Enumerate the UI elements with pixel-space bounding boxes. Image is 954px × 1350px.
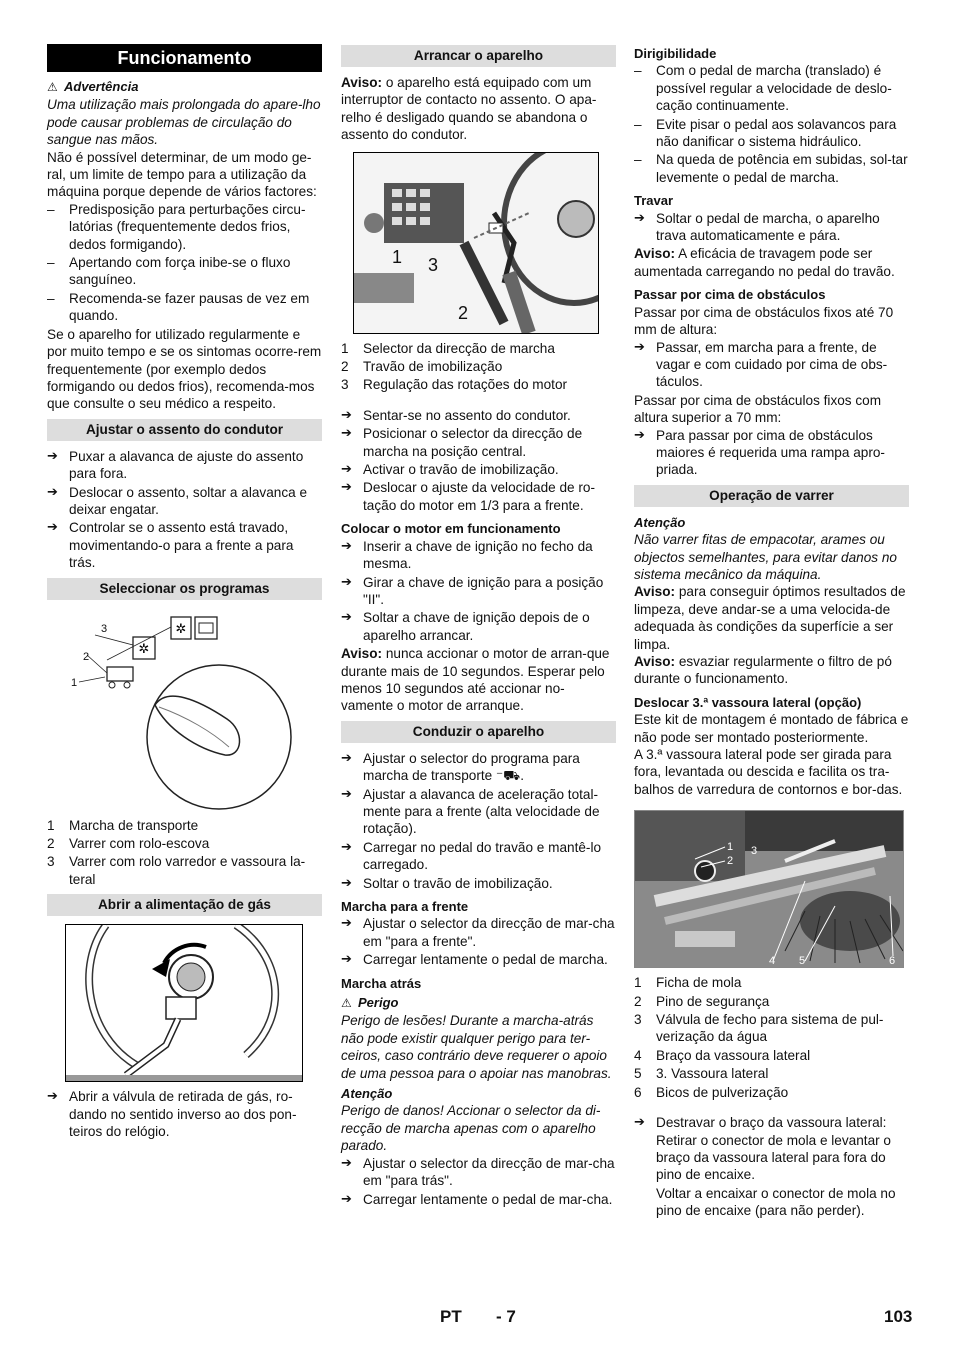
legend-item: 2 Pino de segurança	[634, 993, 770, 1009]
list-item: – Apertando com força inibe-se o fluxo sanguíneo.	[47, 254, 322, 289]
warning-label: Advertência	[64, 79, 139, 94]
step-item: ➔ Destravar o braço da vassoura lateral: Retirar o conector de mola e levantar o braço da vassoura lateral para fora do pino de encaixe.	[634, 1114, 909, 1184]
footer-page-number: 103	[884, 1307, 913, 1326]
caution-text: Perigo de danos! Accionar o selector da di-recção de marcha apenas com o aparelho parado.	[341, 1103, 601, 1154]
brake-heading: Travar	[634, 193, 674, 209]
danger-heading: ⚠ Perigo	[341, 994, 616, 1012]
warning-text: Uma utilização mais prolongada do apare-lho pode causar problemas de circulação do sangue nas mãos.	[47, 97, 321, 148]
legend-item: 3 Regulação das rotações do motor	[341, 377, 568, 393]
legend-item: 3 Válvula de fecho para sistema de pul-verização da água	[634, 1012, 884, 1045]
intro-paragraph: Não é possível determinar, de um modo ge-ral, um limite de tempo para a utilização da máquina porque depende de vários factores:	[47, 149, 317, 200]
step-item: ➔ Sentar-se no assento do condutor.	[341, 407, 616, 424]
caution-text: Não varrer fitas de empacotar, arames ou objectos semelhantes, para evitar danos no sistema mecânico da máquina.	[634, 532, 897, 582]
dashboard-figure	[353, 152, 599, 334]
step-item: ➔ Soltar o travão de imobilização.	[341, 875, 616, 892]
footer-local-page: - 7	[496, 1307, 516, 1326]
figure-label: 1	[727, 841, 734, 854]
gas-valve-figure	[65, 924, 303, 1082]
broom-paragraph: Este kit de montagem é montado de fábrica e não pode ser montado posteriormente.	[634, 712, 909, 745]
step-item: ➔ Controlar se o assento está travado, movimentando-o para a frente a para trás.	[47, 519, 322, 571]
step-item: ➔ Deslocar o ajuste da velocidade de ro-tação do motor em 1/3 para a frente.	[341, 479, 616, 514]
broom-paragraph: A 3.ª vassoura lateral pode ser girada para fora, levantada ou descida e facilita os tra-balhos de varredura de contornos e bor-das.	[634, 747, 903, 797]
step-item: ➔ Soltar o pedal de marcha, o aparelho trava automaticamente e pára.	[634, 210, 909, 245]
list-item: – Na queda de potência em subidas, sol-tar levemente o pedal de marcha.	[634, 151, 909, 186]
obstacles-heading: Passar por cima de obstáculos	[634, 287, 826, 303]
legend-item: 1 Selector da direcção de marcha	[341, 340, 555, 356]
step-item: ➔ Ajustar o selector da direcção de mar-cha em "para a frente".	[341, 915, 616, 950]
legend-item: 4 Braço da vassoura lateral	[634, 1047, 811, 1063]
legend-item: 6 Bicos de pulverização	[634, 1084, 789, 1100]
dashboard-illustration	[354, 153, 598, 333]
start-heading: Arrancar o aparelho	[341, 45, 616, 67]
step-item: ➔ Carregar no pedal do travão e mantê-lo carregado.	[341, 839, 616, 874]
legend-item: 5 3. Vassoura lateral	[634, 1066, 769, 1082]
brake-note: Aviso: A eficácia de travagem pode ser aumentada carregando no pedal do travão.	[634, 246, 895, 279]
step-item: ➔ Ajustar a alavanca de aceleração total-mente para a frente (alta velocidade de rotação).	[341, 786, 616, 838]
step-continuation: Voltar a encaixar o conector de mola no pino de encaixe (para não perder).	[656, 1185, 896, 1219]
column-3	[634, 44, 909, 1220]
step-item: ➔ Activar o travão de imobilização.	[341, 461, 616, 478]
caution-heading: Atenção	[634, 514, 686, 530]
obstacles-paragraph: Passar por cima de obstáculos fixos até 70 mm de altura:	[634, 304, 894, 338]
list-item: – Com o pedal de marcha (translado) é possível regular a velocidade de deslo-cação continuamente.	[634, 62, 909, 114]
broom-heading: Deslocar 3.ª vassoura lateral (opção)	[634, 694, 862, 710]
column-1	[47, 44, 322, 1141]
motor-note: Aviso: nunca accionar o motor de arran-que durante mais de 10 segundos. Esperar pelo menos 10 segundos até accionar no-vamente o motor de arranque.	[341, 646, 610, 714]
list-item: – Evite pisar o pedal aos solavancos para não danificar o sistema hidráulico.	[634, 116, 909, 151]
forward-heading: Marcha para a frente	[341, 899, 469, 914]
figure-label: 6	[889, 955, 896, 968]
step-item: ➔ Carregar lentamente o pedal de mar-cha.	[341, 1191, 616, 1208]
warning-heading	[47, 78, 322, 96]
figure-label: 3	[101, 622, 108, 635]
figure-label: 2	[458, 302, 469, 323]
legend-item: 1 Marcha de transporte	[47, 817, 199, 833]
warning-triangle-icon: ⚠	[341, 996, 352, 1011]
advice-paragraph: Se o aparelho for utilizado regularmente e por muito tempo e se os sintomas ocorre-rem frequentemente (por exemplo dedos formigando ou dedos frios), recomenda-mos que consulte o seu médico a respeito.	[47, 326, 322, 412]
figure-label: 3	[428, 254, 439, 275]
danger-text: Perigo de lesões! Durante a marcha-atrás não pode existir qualquer perigo para ter-ceiros, caso contrário deve requerer o apoio de uma pessoa para o apoiar nas manobras.	[341, 1013, 612, 1081]
legend-item: 3 Varrer com rolo varredor e vassoura la-teral	[47, 854, 306, 887]
reverse-heading: Marcha atrás	[341, 975, 422, 991]
step-item: ➔ Passar, em marcha para a frente, de vagar e com cuidado por cima de obs-táculos.	[634, 339, 909, 391]
motor-heading: Colocar o motor em funcionamento	[341, 521, 561, 537]
figure-label: 3	[751, 845, 758, 858]
footer-language: PT	[440, 1307, 462, 1326]
column-2	[341, 44, 616, 1209]
figure-label: 4	[769, 955, 776, 968]
step-item: ➔ Girar a chave de ignição para a posição "II".	[341, 574, 616, 609]
figure-label: 1	[71, 676, 78, 689]
sweep-note: Aviso: para conseguir óptimos resultados de limpeza, deve andar-se a uma velocida-de adequada às condições da superfície a ser limpa.	[634, 584, 906, 652]
legend-item: 2 Varrer com rolo-escova	[47, 835, 210, 851]
step-item: ➔ Posicionar o selector da direcção de marcha na posição central.	[341, 425, 616, 460]
figure-label: 2	[727, 855, 734, 868]
step-item: ➔ Ajustar o selector da direcção de mar-cha em "para trás".	[341, 1155, 616, 1190]
sweep-heading: Operação de varrer	[634, 485, 909, 507]
gas-heading: Abrir a alimentação de gás	[47, 894, 322, 916]
start-note: Aviso: o aparelho está equipado com um interruptor de contacto no assento. O apa-relho é desligado quando se abandona o assento do condutor.	[341, 75, 597, 143]
programs-heading: Seleccionar os programas	[47, 578, 322, 600]
figure-label: 2	[83, 650, 90, 663]
seat-heading: Ajustar o assento do condutor	[47, 419, 322, 441]
caution-heading: Atenção	[341, 1086, 393, 1102]
side-broom-figure	[634, 810, 904, 968]
legend-item: 2 Travão de imobilização	[341, 359, 503, 375]
figure-label: 1	[392, 246, 403, 267]
sweep-note: Aviso: esvaziar regularmente o filtro de pó durante o funcionamento.	[634, 654, 892, 687]
obstacles-paragraph: Passar por cima de obstáculos fixos com altura superior a 70 mm:	[634, 392, 882, 426]
step-item: ➔ Para passar por cima de obstáculos maiores é requerida uma rampa apro-priada.	[634, 427, 909, 479]
step-item: ➔ Soltar a chave de ignição depois de o aparelho arrancar.	[341, 609, 616, 644]
steering-heading: Dirigibilidade	[634, 46, 717, 61]
step-item: ➔ Abrir a válvula de retirada de gás, ro-dando no sentido inverso ao dos pon-teiros do relógio.	[47, 1088, 322, 1140]
figure-label: 5	[799, 955, 806, 968]
drive-heading: Conduzir o aparelho	[341, 721, 616, 743]
svg-text:✲: ✲	[175, 621, 187, 637]
side-broom-photo	[635, 811, 903, 967]
section-title: Funcionamento	[47, 44, 322, 72]
gas-valve-illustration	[66, 925, 302, 1081]
step-item: ➔ Deslocar o assento, soltar a alavanca e deixar engatar.	[47, 484, 322, 519]
step-item: ➔ Carregar lentamente o pedal de marcha.	[341, 951, 616, 968]
warning-triangle-icon: ⚠	[47, 80, 58, 94]
program-dial-illustration	[47, 607, 322, 817]
list-item: – Predisposição para perturbações circu-latórias (frequentemente dedos frios, dedos formigando).	[47, 201, 322, 253]
step-item: ➔ Puxar a alavanca de ajuste do assento para fora.	[47, 448, 322, 483]
legend-item: 1 Ficha de mola	[634, 975, 742, 991]
step-item: ➔ Ajustar o selector do programa para marcha de transporte ⁻⛟.	[341, 750, 616, 785]
step-item: ➔ Inserir a chave de ignição no fecho da mesma.	[341, 538, 616, 573]
list-item: – Recomenda-se fazer pausas de vez em quando.	[47, 290, 322, 325]
program-selector-figure	[47, 607, 322, 817]
svg-text:✲: ✲	[138, 641, 150, 657]
